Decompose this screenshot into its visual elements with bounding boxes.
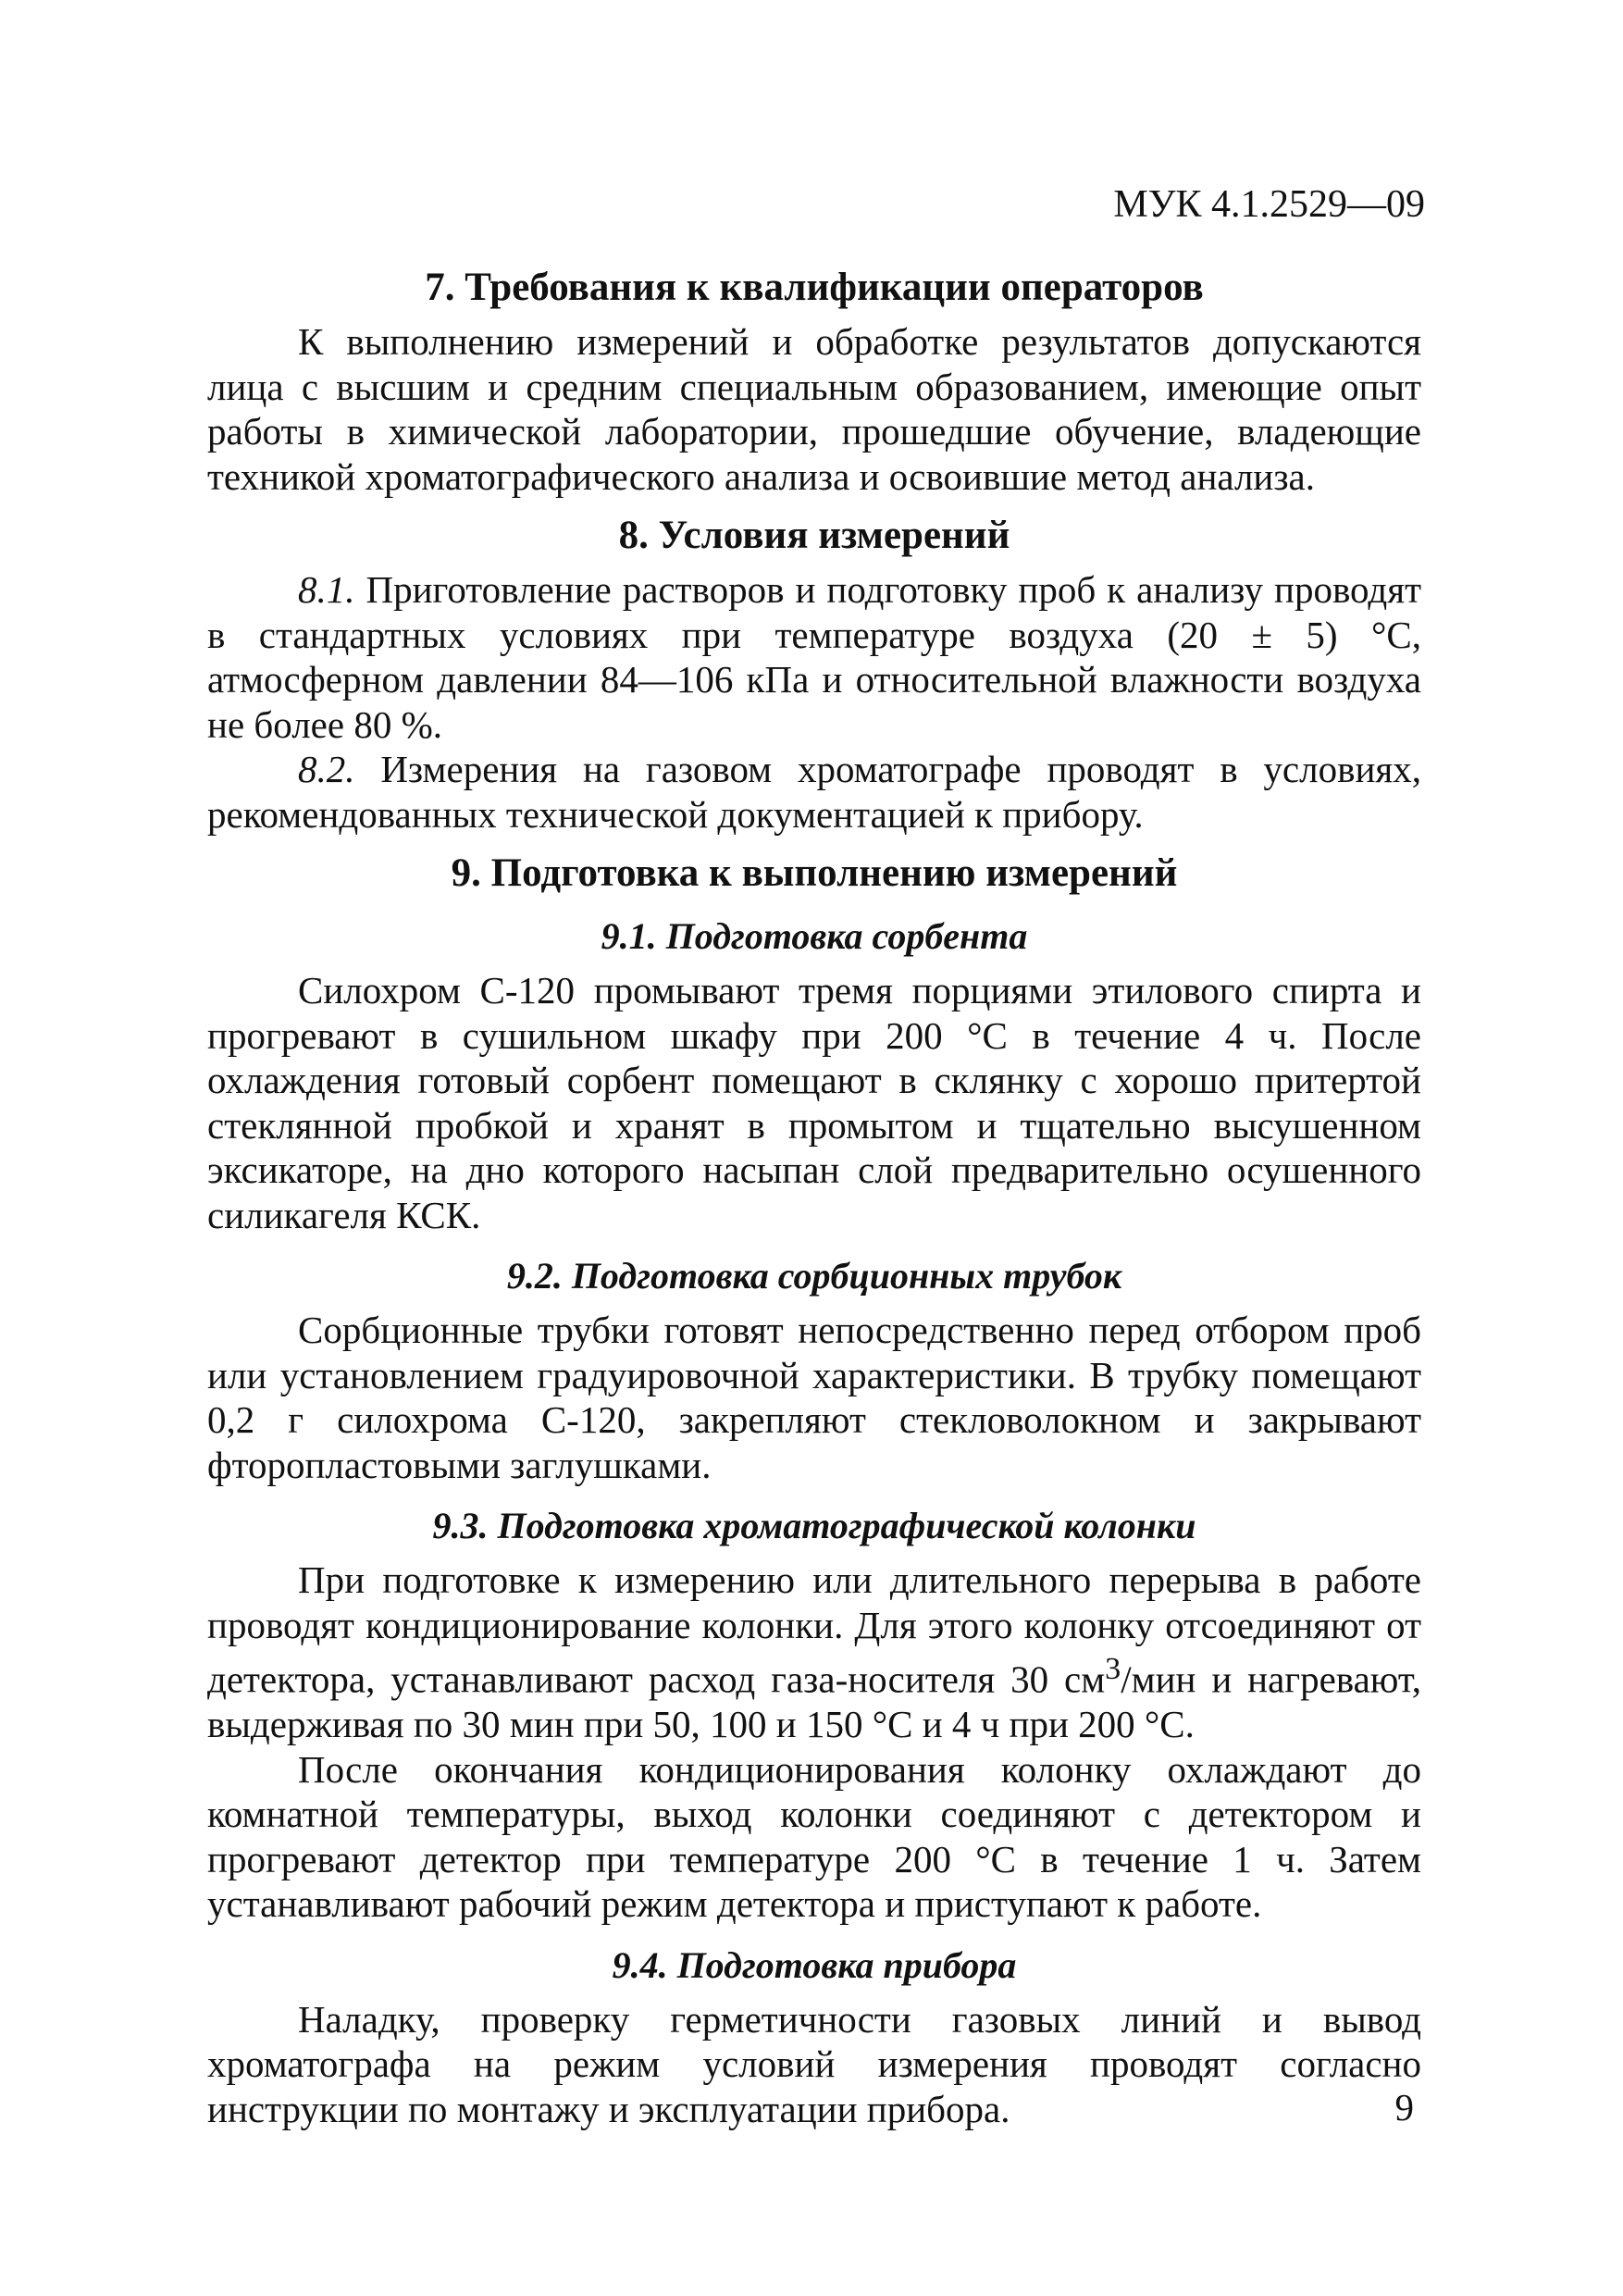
subsection-9-2-paragraph: Сорбционные трубки готовят непосредственно перед отбором проб или установлением градуировочной характеристики. В трубку помещают 0,2 г силохрома С-120, закрепляют стекловолокном и закрывают фторопластовыми заглушками. bbox=[207, 1309, 1421, 1486]
subsection-9-4-heading: 9.4. Подготовка прибора bbox=[612, 1943, 1017, 1986]
paragraph-text: При подготовке к измерению или длительного перерыва в работе проводят кондиционирование колонки. Для этого колонку отсоединяют от детектора, устанавливают расход газа-носителя 30 см bbox=[207, 1558, 1421, 1701]
clause-text: Приготовление растворов и подготовку проб к анализу проводят в стандартных условиях при температуре воздуха (20 ± 5) °С, атмосферном давлении 84—106 кПа и относительной влажности воздуха не более 80 %. bbox=[207, 568, 1421, 746]
clause-text: Измерения на газовом хроматографе проводят в условиях, рекомендованных технической документацией к прибору. bbox=[207, 748, 1421, 836]
section-8-heading: 8. Условия измерений bbox=[618, 514, 1010, 557]
subsection-9-2-heading: 9.2. Подготовка сорбционных трубок bbox=[506, 1255, 1122, 1297]
document-body bbox=[207, 264, 1421, 2131]
section-8-1-paragraph bbox=[207, 567, 1421, 747]
page-number: 9 bbox=[1394, 2086, 1414, 2128]
subsection-9-3-paragraph-2: После окончания кондиционирования колонку охлаждают до комнатной температуры, выход колонки соединяют с детектором и прогревают детектор при температуре 200 °С в течение 1 ч. Затем устанавливают рабочий режим детектора и приступают к работе. bbox=[207, 1747, 1421, 1926]
paragraph-text: /мин и нагревают, выдерживая по 30 мин при 50, 100 и 150 °С и 4 ч при 200 °С. bbox=[207, 1657, 1421, 1746]
clause-number: 8.1. bbox=[298, 568, 355, 611]
section-8-2-paragraph bbox=[207, 747, 1421, 837]
clause-number: 8.2. bbox=[298, 748, 355, 790]
subsection-9-1-paragraph: Силохром С-120 промывают тремя порциями этилового спирта и прогревают в сушильном шкафу при 200 °С в течение 4 ч. После охлаждения готовый сорбент помещают в склянку с хорошо притертой стеклянной пробкой и хранят в промытом и тщательно высушенном эксикаторе, на дно которого насыпан слой предварительно осушенного силикагеля КСК. bbox=[207, 969, 1421, 1236]
document-code: МУК 4.1.2529—09 bbox=[1113, 183, 1425, 226]
section-7-heading: 7. Требования к квалификации операторов bbox=[425, 266, 1204, 309]
superscript: 3 bbox=[1105, 1652, 1121, 1686]
subsection-9-3-paragraph-1 bbox=[207, 1558, 1421, 1747]
subsection-9-1-heading: 9.1. Подготовка сорбента bbox=[601, 915, 1028, 957]
subsection-9-3-heading: 9.3. Подготовка хроматографической колонки bbox=[432, 1505, 1196, 1546]
section-7-paragraph: К выполнению измерений и обработке результатов допускаются лица с высшим и средним специальным образованием, имеющие опыт работы в химической лаборатории, прошедшие обучение, владеющие техникой хроматографического анализа и освоившие метод анализа. bbox=[207, 320, 1421, 498]
section-9-heading: 9. Подготовка к выполнению измерений bbox=[451, 851, 1178, 895]
subsection-9-4-paragraph: Наладку, проверку герметичности газовых линий и вывод хроматографа на режим условий измерения проводят согласно инструкции по монтажу и эксплуатации прибора. bbox=[207, 1997, 1421, 2130]
